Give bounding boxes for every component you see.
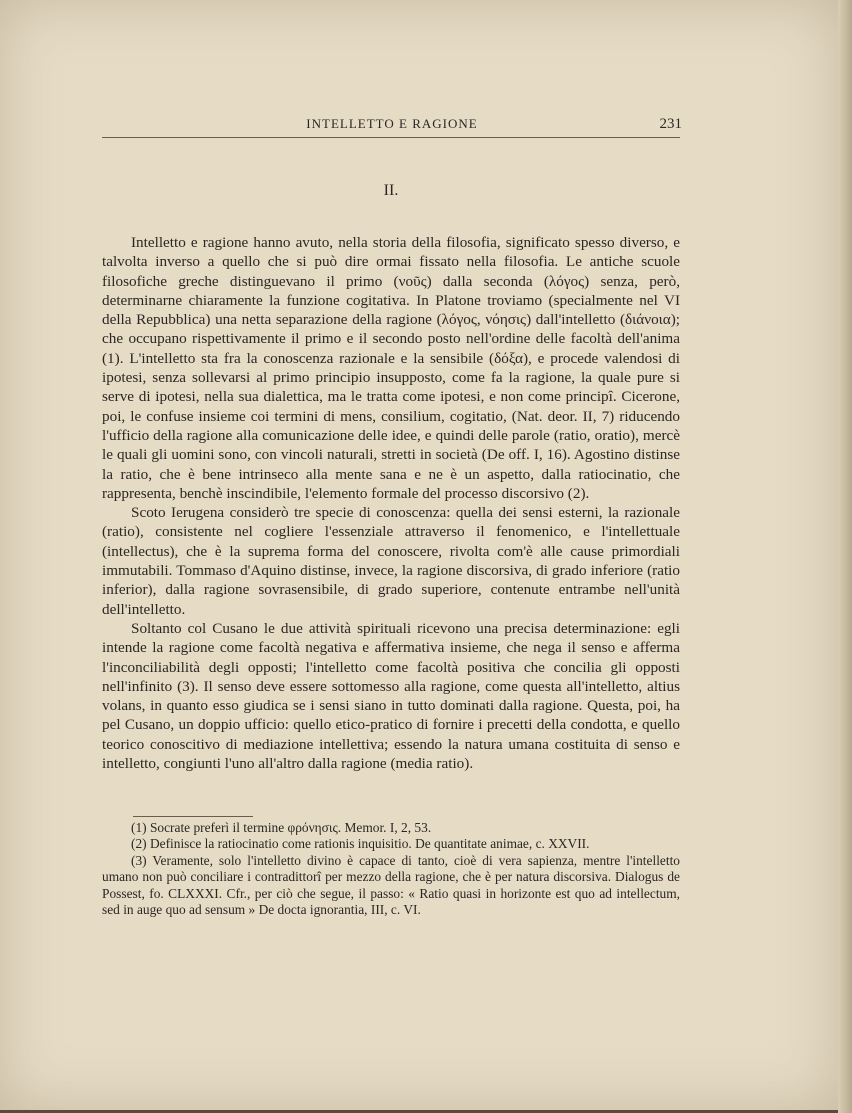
section-heading: II. bbox=[383, 182, 399, 199]
page-number: 231 bbox=[659, 116, 682, 132]
header-rule bbox=[102, 137, 680, 138]
paragraph: Intelletto e ragione hanno avuto, nella storia della filosofia, significato spesso diverso, e talvolta inverso a quello che si può dire ormai fissato nella filosofia. Le antiche scuole filosofiche greche distinguevano il primo (νοῦς) dalla seconda (λόγος) senza, però, determinarne chiaramente la funzione cogitativa. In Platone troviamo (specialmente nel VI della Repubblica) una netta separazione della ragione (λόγος, νόησις) dall'intelletto (διάνοια); che occupano rispettivamente il primo e il secondo posto nell'ordine delle facoltà dell'anima (1). L'intelletto sta fra la conoscenza razionale e la sensibile (δόξα), e procede valendosi di ipotesi, senza sollevarsi al primo principio insupposto, come fa la ragione, la quale pure si serve di ipotesi, nella sua dialettica, ma le tratta come ipotesi, e non come principî. Cicerone, poi, le confuse insieme coi termini di mens, consilium, cogitatio, (Nat. deor. II, 7) riducendo l'ufficio della ragione alla comunicazione delle idee, e quindi delle parole (ratio, oratio), mercè le quali gli uomini sono, con vincoli naturali, stretti in società (De off. I, 16). Agostino distinse la ratio, che è bene intrinseco alla mente sana e ne è un aspetto, dalla ratiocinatio, che rappresenta, benchè inscindibile, l'elemento formale del processo discorsivo (2). bbox=[102, 234, 680, 502]
paragraph: Soltanto col Cusano le due attività spirituali ricevono una precisa determinazione: egli intende la ragione come facoltà negativa e affermativa insieme, che nega il senso e afferma l'inconciliabilità degli opposti; l'intelletto come facoltà positiva che concilia gli opposti nell'infinito (3). Il senso deve essere sottomesso alla ragione, come questa all'intelletto, altius volans, in quanto esso giudica se i sensi siano in tutto dominati dalla ragione. Questa, poi, ha pel Cusano, un doppio ufficio: quello etico-pratico di fornire i precetti della condotta, e quello teorico conoscitivo di mediazione intellettiva; essendo la natura umana costituita di senso e intelletto, congiunti l'uno all'altro dalla ragione (media ratio). bbox=[102, 619, 680, 773]
footnote-rule bbox=[133, 816, 253, 817]
footnote: (2) Definisce la ratiocinatio come rationis inquisitio. De quantitate animae, c. XXVII. bbox=[131, 836, 590, 852]
running-title: INTELLETTO E RAGIONE bbox=[306, 116, 478, 131]
footnotes bbox=[102, 820, 680, 918]
running-header bbox=[102, 116, 682, 132]
body-text bbox=[102, 233, 680, 773]
footnote: (3) Veramente, solo l'intelletto divino è capace di tanto, cioè di vera sapienza, mentre l'intelletto umano non può conciliare i contradittorî per mezzo della ragione, che è per natura discorsiva. Dialogus de Possest, fo. CLXXXI. Cfr., per ciò che segue, il passo: « Ratio quasi in horizonte est quo ad intellectum, sed in auge quo ad sensum » De docta ignorantia, III, c. VI. bbox=[102, 852, 680, 918]
paragraph: Scoto Ierugena considerò tre specie di conoscenza: quella dei sensi esterni, la razionale (ratio), consistente nel cogliere l'essenziale attraverso il fenomenico, e l'intellettuale (intellectus), che è la suprema forma del conoscere, rivolta com'è alle cause primordiali immutabili. Tommaso d'Aquino distinse, invece, la ragione discorsiva, di grado inferiore (ratio inferior), dalla ragione sovrasensibile, di grado superiore, contenute entrambe nell'unità dell'intelletto. bbox=[102, 504, 680, 618]
footnote: (1) Socrate preferì il termine φρόνησις. Memor. I, 2, 53. bbox=[131, 820, 432, 835]
page-edge bbox=[838, 0, 852, 1113]
